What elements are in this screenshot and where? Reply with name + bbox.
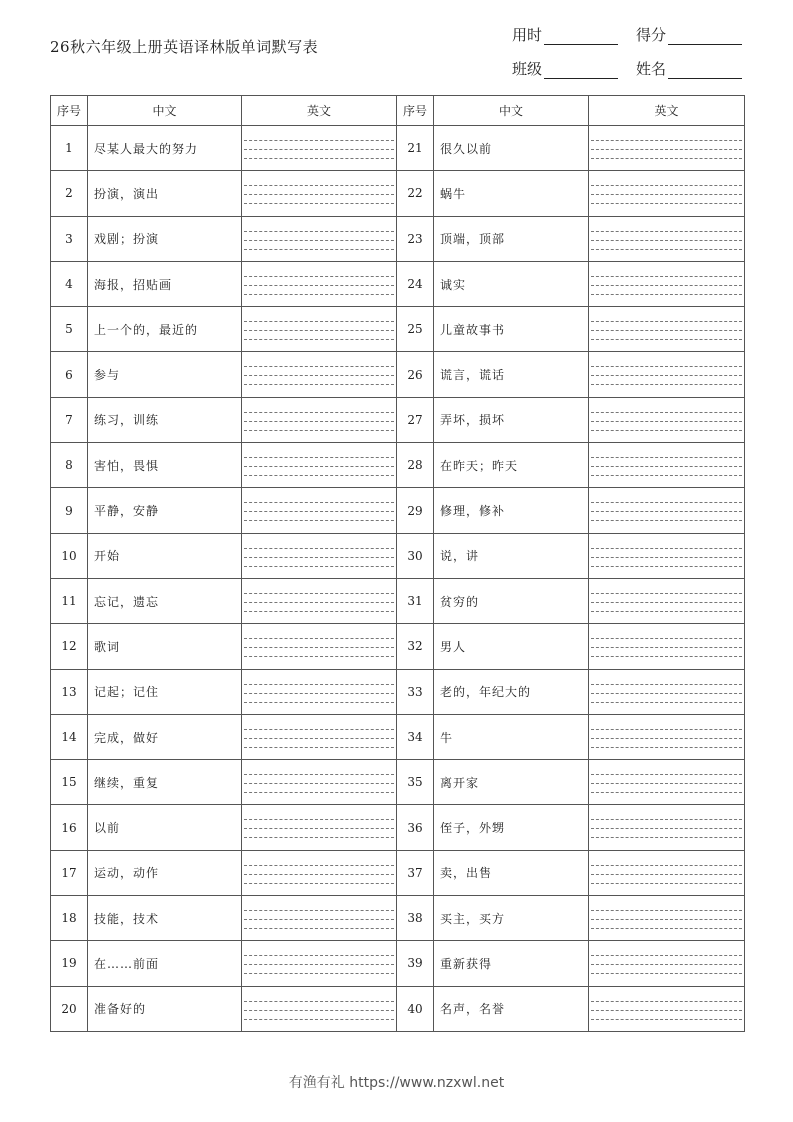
english-answer-blank[interactable] xyxy=(242,760,397,805)
row-number: 31 xyxy=(397,578,434,623)
chinese-word: 男人 xyxy=(434,624,589,669)
row-number: 1 xyxy=(51,126,88,171)
english-answer-blank[interactable] xyxy=(242,986,397,1031)
row-number: 29 xyxy=(397,488,434,533)
table-row xyxy=(51,533,745,578)
row-number: 24 xyxy=(397,261,434,306)
header-en: 英文 xyxy=(242,96,397,126)
chinese-word: 害怕，畏惧 xyxy=(88,443,242,488)
row-number: 33 xyxy=(397,669,434,714)
chinese-word: 以前 xyxy=(88,805,242,850)
chinese-word: 扮演，演出 xyxy=(88,171,242,216)
class-field xyxy=(512,58,618,79)
row-number: 15 xyxy=(51,760,88,805)
row-number: 6 xyxy=(51,352,88,397)
row-number: 17 xyxy=(51,850,88,895)
table-row xyxy=(51,714,745,759)
table-header-row xyxy=(51,96,745,126)
chinese-word: 牛 xyxy=(434,714,589,759)
table-row xyxy=(51,850,745,895)
chinese-word: 技能，技术 xyxy=(88,896,242,941)
row-number: 18 xyxy=(51,896,88,941)
chinese-word: 蜗牛 xyxy=(434,171,589,216)
header-cn: 中文 xyxy=(434,96,589,126)
table-row xyxy=(51,443,745,488)
chinese-word: 顶端，顶部 xyxy=(434,216,589,261)
chinese-word: 修理，修补 xyxy=(434,488,589,533)
header-en: 英文 xyxy=(589,96,745,126)
row-number: 26 xyxy=(397,352,434,397)
english-answer-blank[interactable] xyxy=(589,805,745,850)
chinese-word: 在……前面 xyxy=(88,941,242,986)
name-field xyxy=(636,58,742,79)
english-answer-blank[interactable] xyxy=(589,624,745,669)
english-answer-blank[interactable] xyxy=(242,352,397,397)
english-answer-blank[interactable] xyxy=(242,126,397,171)
time-label: 用时 xyxy=(512,26,543,44)
row-number: 14 xyxy=(51,714,88,759)
english-answer-blank[interactable] xyxy=(589,896,745,941)
english-answer-blank[interactable] xyxy=(589,488,745,533)
table-row xyxy=(51,760,745,805)
chinese-word: 参与 xyxy=(88,352,242,397)
row-number: 8 xyxy=(51,443,88,488)
header-cn: 中文 xyxy=(88,96,242,126)
chinese-word: 歌词 xyxy=(88,624,242,669)
english-answer-blank[interactable] xyxy=(589,443,745,488)
row-number: 16 xyxy=(51,805,88,850)
english-answer-blank[interactable] xyxy=(589,261,745,306)
row-number: 36 xyxy=(397,805,434,850)
row-number: 37 xyxy=(397,850,434,895)
english-answer-blank[interactable] xyxy=(589,986,745,1031)
page-title: 26秋六年级上册英语译林版单词默写表 xyxy=(50,38,319,56)
english-answer-blank[interactable] xyxy=(589,760,745,805)
row-number: 30 xyxy=(397,533,434,578)
chinese-word: 准备好的 xyxy=(88,986,242,1031)
table-row xyxy=(51,261,745,306)
english-answer-blank[interactable] xyxy=(589,669,745,714)
chinese-word: 很久以前 xyxy=(434,126,589,171)
chinese-word: 侄子，外甥 xyxy=(434,805,589,850)
row-number: 39 xyxy=(397,941,434,986)
row-number: 35 xyxy=(397,760,434,805)
chinese-word: 儿童故事书 xyxy=(434,307,589,352)
english-answer-blank[interactable] xyxy=(589,352,745,397)
chinese-word: 在昨天；昨天 xyxy=(434,443,589,488)
table-row xyxy=(51,171,745,216)
chinese-word: 老的，年纪大的 xyxy=(434,669,589,714)
chinese-word: 记起；记住 xyxy=(88,669,242,714)
english-answer-blank[interactable] xyxy=(589,307,745,352)
chinese-word: 上一个的，最近的 xyxy=(88,307,242,352)
english-answer-blank[interactable] xyxy=(242,714,397,759)
chinese-word: 诚实 xyxy=(434,261,589,306)
row-number: 32 xyxy=(397,624,434,669)
header-num: 序号 xyxy=(51,96,88,126)
row-number: 5 xyxy=(51,307,88,352)
table-row xyxy=(51,488,745,533)
time-field xyxy=(512,24,618,45)
table-row xyxy=(51,216,745,261)
english-answer-blank[interactable] xyxy=(589,397,745,442)
row-number: 3 xyxy=(51,216,88,261)
table-row xyxy=(51,578,745,623)
english-answer-blank[interactable] xyxy=(242,307,397,352)
english-answer-blank[interactable] xyxy=(589,533,745,578)
row-number: 25 xyxy=(397,307,434,352)
row-number: 12 xyxy=(51,624,88,669)
table-row xyxy=(51,986,745,1031)
english-answer-blank[interactable] xyxy=(242,397,397,442)
chinese-word: 完成，做好 xyxy=(88,714,242,759)
table-row xyxy=(51,896,745,941)
english-answer-blank[interactable] xyxy=(242,533,397,578)
name-label: 姓名 xyxy=(636,60,667,78)
english-answer-blank[interactable] xyxy=(242,896,397,941)
row-number: 38 xyxy=(397,896,434,941)
table-row xyxy=(51,669,745,714)
chinese-word: 忘记，遗忘 xyxy=(88,578,242,623)
chinese-word: 谎言，谎话 xyxy=(434,352,589,397)
chinese-word: 重新获得 xyxy=(434,941,589,986)
english-answer-blank[interactable] xyxy=(589,850,745,895)
row-number: 23 xyxy=(397,216,434,261)
chinese-word: 贫穷的 xyxy=(434,578,589,623)
english-answer-blank[interactable] xyxy=(242,669,397,714)
row-number: 19 xyxy=(51,941,88,986)
row-number: 34 xyxy=(397,714,434,759)
table-row xyxy=(51,352,745,397)
english-answer-blank[interactable] xyxy=(242,850,397,895)
chinese-word: 开始 xyxy=(88,533,242,578)
english-answer-blank[interactable] xyxy=(242,805,397,850)
chinese-word: 戏剧；扮演 xyxy=(88,216,242,261)
english-answer-blank[interactable] xyxy=(589,216,745,261)
chinese-word: 运动，动作 xyxy=(88,850,242,895)
table-row xyxy=(51,941,745,986)
row-number: 28 xyxy=(397,443,434,488)
score-field xyxy=(636,24,742,45)
class-label: 班级 xyxy=(512,60,543,78)
chinese-word: 继续，重复 xyxy=(88,760,242,805)
chinese-word: 卖，出售 xyxy=(434,850,589,895)
chinese-word: 练习，训练 xyxy=(88,397,242,442)
footer-watermark: 有渔有礼 https://www.nzxwl.net xyxy=(288,1075,505,1091)
chinese-word: 买主，买方 xyxy=(434,896,589,941)
table-row xyxy=(51,624,745,669)
english-answer-blank[interactable] xyxy=(589,578,745,623)
english-answer-blank[interactable] xyxy=(242,624,397,669)
vocab-table xyxy=(50,95,745,1032)
row-number: 11 xyxy=(51,578,88,623)
chinese-word: 离开家 xyxy=(434,760,589,805)
table-row xyxy=(51,805,745,850)
row-number: 13 xyxy=(51,669,88,714)
english-answer-blank[interactable] xyxy=(242,941,397,986)
time-blank[interactable] xyxy=(544,28,618,45)
table-row xyxy=(51,397,745,442)
score-blank[interactable] xyxy=(668,28,742,45)
chinese-word: 海报，招贴画 xyxy=(88,261,242,306)
row-number: 27 xyxy=(397,397,434,442)
row-number: 10 xyxy=(51,533,88,578)
english-answer-blank[interactable] xyxy=(589,714,745,759)
row-number: 4 xyxy=(51,261,88,306)
chinese-word: 平静，安静 xyxy=(88,488,242,533)
header-num: 序号 xyxy=(397,96,434,126)
english-answer-blank[interactable] xyxy=(589,126,745,171)
english-answer-blank[interactable] xyxy=(242,488,397,533)
row-number: 40 xyxy=(397,986,434,1031)
table-row xyxy=(51,126,745,171)
chinese-word: 说，讲 xyxy=(434,533,589,578)
chinese-word: 弄坏，损坏 xyxy=(434,397,589,442)
chinese-word: 名声，名誉 xyxy=(434,986,589,1031)
english-answer-blank[interactable] xyxy=(242,216,397,261)
row-number: 20 xyxy=(51,986,88,1031)
english-answer-blank[interactable] xyxy=(589,171,745,216)
name-blank[interactable] xyxy=(668,62,742,79)
chinese-word: 尽某人最大的努力 xyxy=(88,126,242,171)
english-answer-blank[interactable] xyxy=(242,443,397,488)
row-number: 22 xyxy=(397,171,434,216)
english-answer-blank[interactable] xyxy=(242,171,397,216)
row-number: 21 xyxy=(397,126,434,171)
row-number: 2 xyxy=(51,171,88,216)
row-number: 9 xyxy=(51,488,88,533)
row-number: 7 xyxy=(51,397,88,442)
english-answer-blank[interactable] xyxy=(242,261,397,306)
english-answer-blank[interactable] xyxy=(589,941,745,986)
table-row xyxy=(51,307,745,352)
score-label: 得分 xyxy=(636,26,667,44)
english-answer-blank[interactable] xyxy=(242,578,397,623)
class-blank[interactable] xyxy=(544,62,618,79)
